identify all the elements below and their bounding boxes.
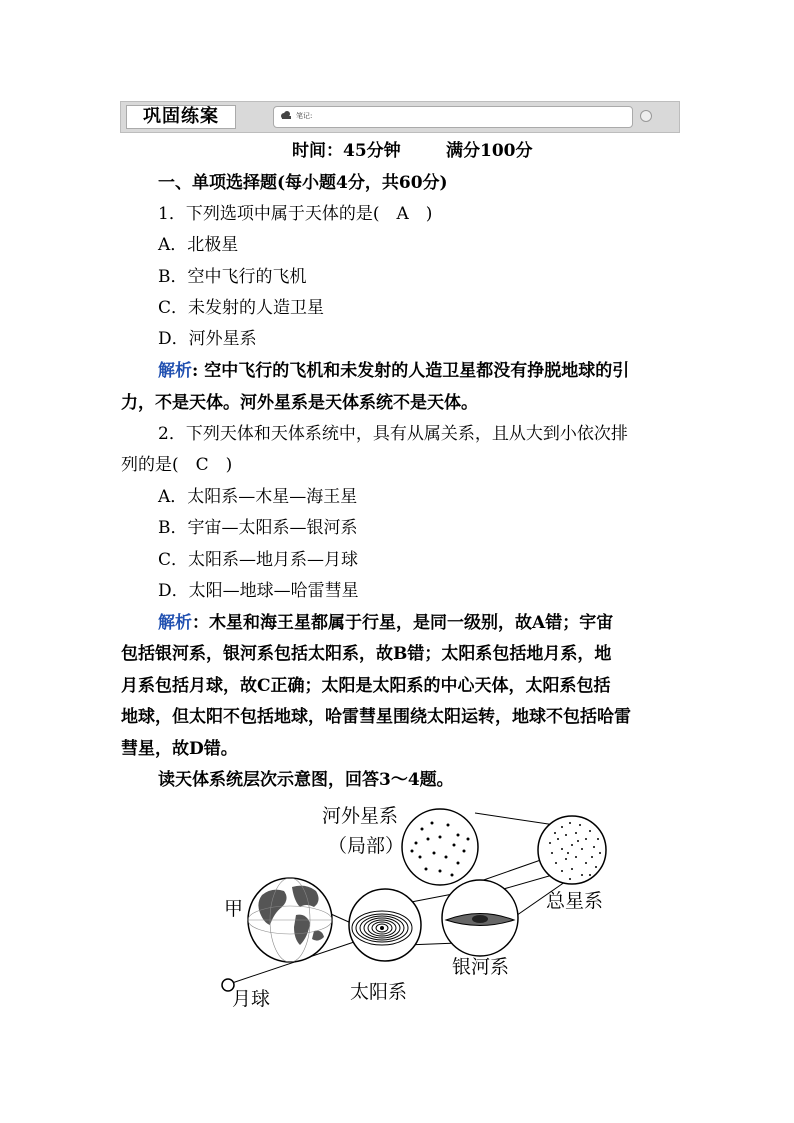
extragalactic-galaxy-circle <box>402 809 478 885</box>
scroll-button[interactable] <box>640 110 652 122</box>
q2-analysis-line-5: 彗星，故D错。 <box>121 739 238 759</box>
q2-analysis-line-1: 解析：木星和海王星都属于行星，是同一级别，故A错；宇宙 <box>158 613 614 633</box>
q1-option-b: B．空中飞行的飞机 <box>158 267 307 287</box>
cloud-icon <box>280 110 292 120</box>
note-label: 笔记: <box>296 112 313 120</box>
q1-analysis-line-2: 力，不是天体。河外星系是天体系统不是天体。 <box>121 393 478 413</box>
label-milky-way: 银河系 <box>452 956 510 978</box>
q2-option-a: A．太阳系—木星—海王星 <box>158 487 358 507</box>
q2-analysis-line-3: 月系包括月球，故C正确；太阳是太阳系的中心天体，太阳系包括 <box>121 676 611 696</box>
q1-stem: 1．下列选项中属于天体的是( A ) <box>158 204 433 224</box>
q1-option-c: C．未发射的人造卫星 <box>158 298 325 318</box>
label-total-galaxy: 总星系 <box>546 890 604 912</box>
label-moon: 月球 <box>232 988 271 1010</box>
time-text: 时间：45分钟 <box>292 141 401 161</box>
label-jia: 甲 <box>224 898 244 920</box>
label-extragalactic-sub: （局部） <box>328 835 405 857</box>
q2-analysis-line-4: 地球，但太阳不包括地球，哈雷彗星围绕太阳运转，地球不包括哈雷 <box>121 707 631 727</box>
label-solar-system: 太阳系 <box>350 981 408 1003</box>
header-bar <box>120 101 680 133</box>
label-extragalactic: 河外星系 <box>322 805 399 827</box>
q1-option-a: A．北极星 <box>158 235 239 255</box>
score-text: 满分100分 <box>446 141 533 161</box>
milky-way-circle <box>442 880 518 956</box>
note-input[interactable] <box>273 106 633 128</box>
solar-system-circle <box>349 889 421 961</box>
q2-option-c: C．太阳系—地月系—月球 <box>158 550 359 570</box>
earth-globe <box>248 878 332 962</box>
q1-analysis-line-1: 解析: 空中飞行的飞机和未发射的人造卫星都没有挣脱地球的引 <box>158 361 630 381</box>
read-prompt: 读天体系统层次示意图，回答3～4题。 <box>158 770 454 790</box>
q2-analysis-label: 解析 <box>158 613 192 633</box>
q2-stem-line-1: 2．下列天体和天体系统中，具有从属关系，且从大到小依次排 <box>158 424 628 444</box>
header-title: 巩固练案 <box>126 105 236 129</box>
q2-stem-line-2: 列的是( C ) <box>121 455 233 475</box>
q1-analysis-label: 解析 <box>158 361 192 381</box>
celestial-system-diagram <box>210 795 630 1020</box>
total-galaxy-circle <box>538 816 606 884</box>
q1-option-d: D．河外星系 <box>158 329 257 349</box>
q2-option-d: D．太阳—地球—哈雷彗星 <box>158 581 359 601</box>
q2-analysis-line-2: 包括银河系，银河系包括太阳系，故B错；太阳系包括地月系，地 <box>121 644 612 664</box>
q2-option-b: B．宇宙—太阳系—银河系 <box>158 518 358 538</box>
section-title: 一、单项选择题(每小题4分，共60分) <box>158 173 448 193</box>
